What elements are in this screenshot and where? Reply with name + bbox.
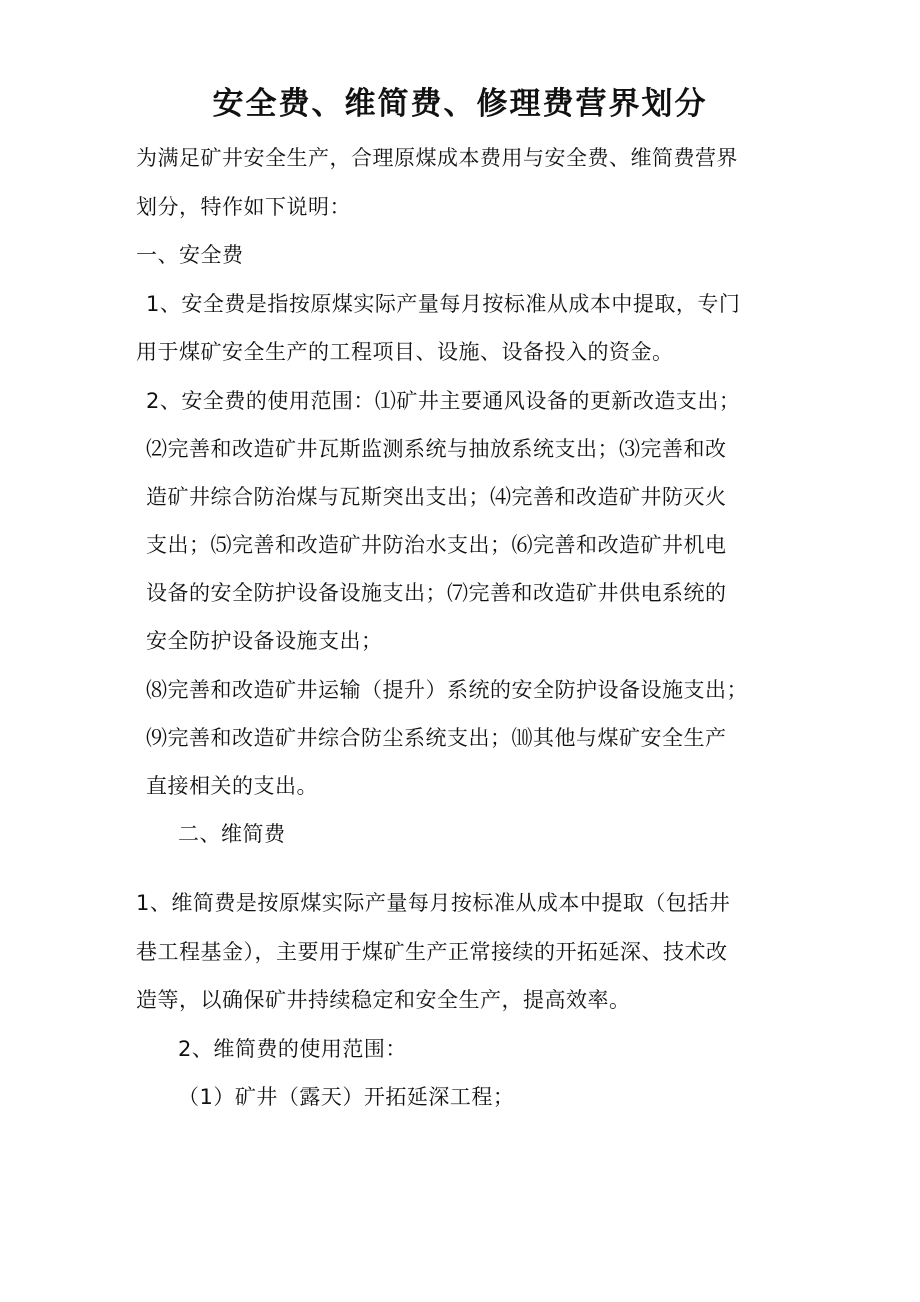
safety-fee-definition-line-2: 用于煤矿安全生产的工程项目、设施、设备投入的资金。 <box>136 340 674 364</box>
maintenance-fee-definition-line-2: 巷工程基金），主要用于煤矿生产正常接续的开拓延深、技术改 <box>136 940 728 964</box>
maintenance-fee-definition-line-3: 造等，以确保矿井持续稳定和安全生产，提高效率。 <box>136 988 631 1012</box>
safety-fee-scope-line-1: 2、安全费的使用范围：⑴矿井主要通风设备的更新改造支出； <box>146 389 741 413</box>
safety-fee-definition-line-1: 1、安全费是指按原煤实际产量每月按标准从成本中提取，专门 <box>146 292 741 316</box>
safety-fee-scope-line-3: 造矿井综合防治煤与瓦斯突出支出；⑷完善和改造矿井防灭火 <box>146 485 727 509</box>
safety-fee-scope-line-8: ⑼完善和改造矿井综合防尘系统支出；⑽其他与煤矿安全生产 <box>146 726 727 750</box>
intro-line-2: 划分，特作如下说明： <box>136 195 351 219</box>
safety-fee-scope-line-6: 安全防护设备设施支出； <box>146 629 383 653</box>
maintenance-fee-scope-heading: 2、维简费的使用范围： <box>178 1037 407 1061</box>
maintenance-fee-scope-item-1: （1）矿井（露天）开拓延深工程； <box>178 1085 515 1109</box>
section-1-heading: 一、安全费 <box>136 243 244 267</box>
intro-line-1: 为满足矿井安全生产，合理原煤成本费用与安全费、维简费营界 <box>136 146 738 170</box>
section-2-heading: 二、维简费 <box>178 822 286 846</box>
safety-fee-scope-line-7: ⑻完善和改造矿井运输（提升）系统的安全防护设备设施支出； <box>146 678 748 702</box>
safety-fee-scope-line-4: 支出；⑸完善和改造矿井防治水支出；⑹完善和改造矿井机电 <box>146 533 727 557</box>
maintenance-fee-definition-line-1: 1、维简费是按原煤实际产量每月按标准从成本中提取（包括井 <box>136 891 731 915</box>
safety-fee-scope-line-2: ⑵完善和改造矿井瓦斯监测系统与抽放系统支出；⑶完善和改 <box>146 437 727 461</box>
safety-fee-scope-line-9: 直接相关的支出。 <box>146 774 318 798</box>
document-title: 安全费、维简费、修理费营界划分 <box>212 86 708 122</box>
safety-fee-scope-line-5: 设备的安全防护设备设施支出；⑺完善和改造矿井供电系统的 <box>146 581 727 605</box>
